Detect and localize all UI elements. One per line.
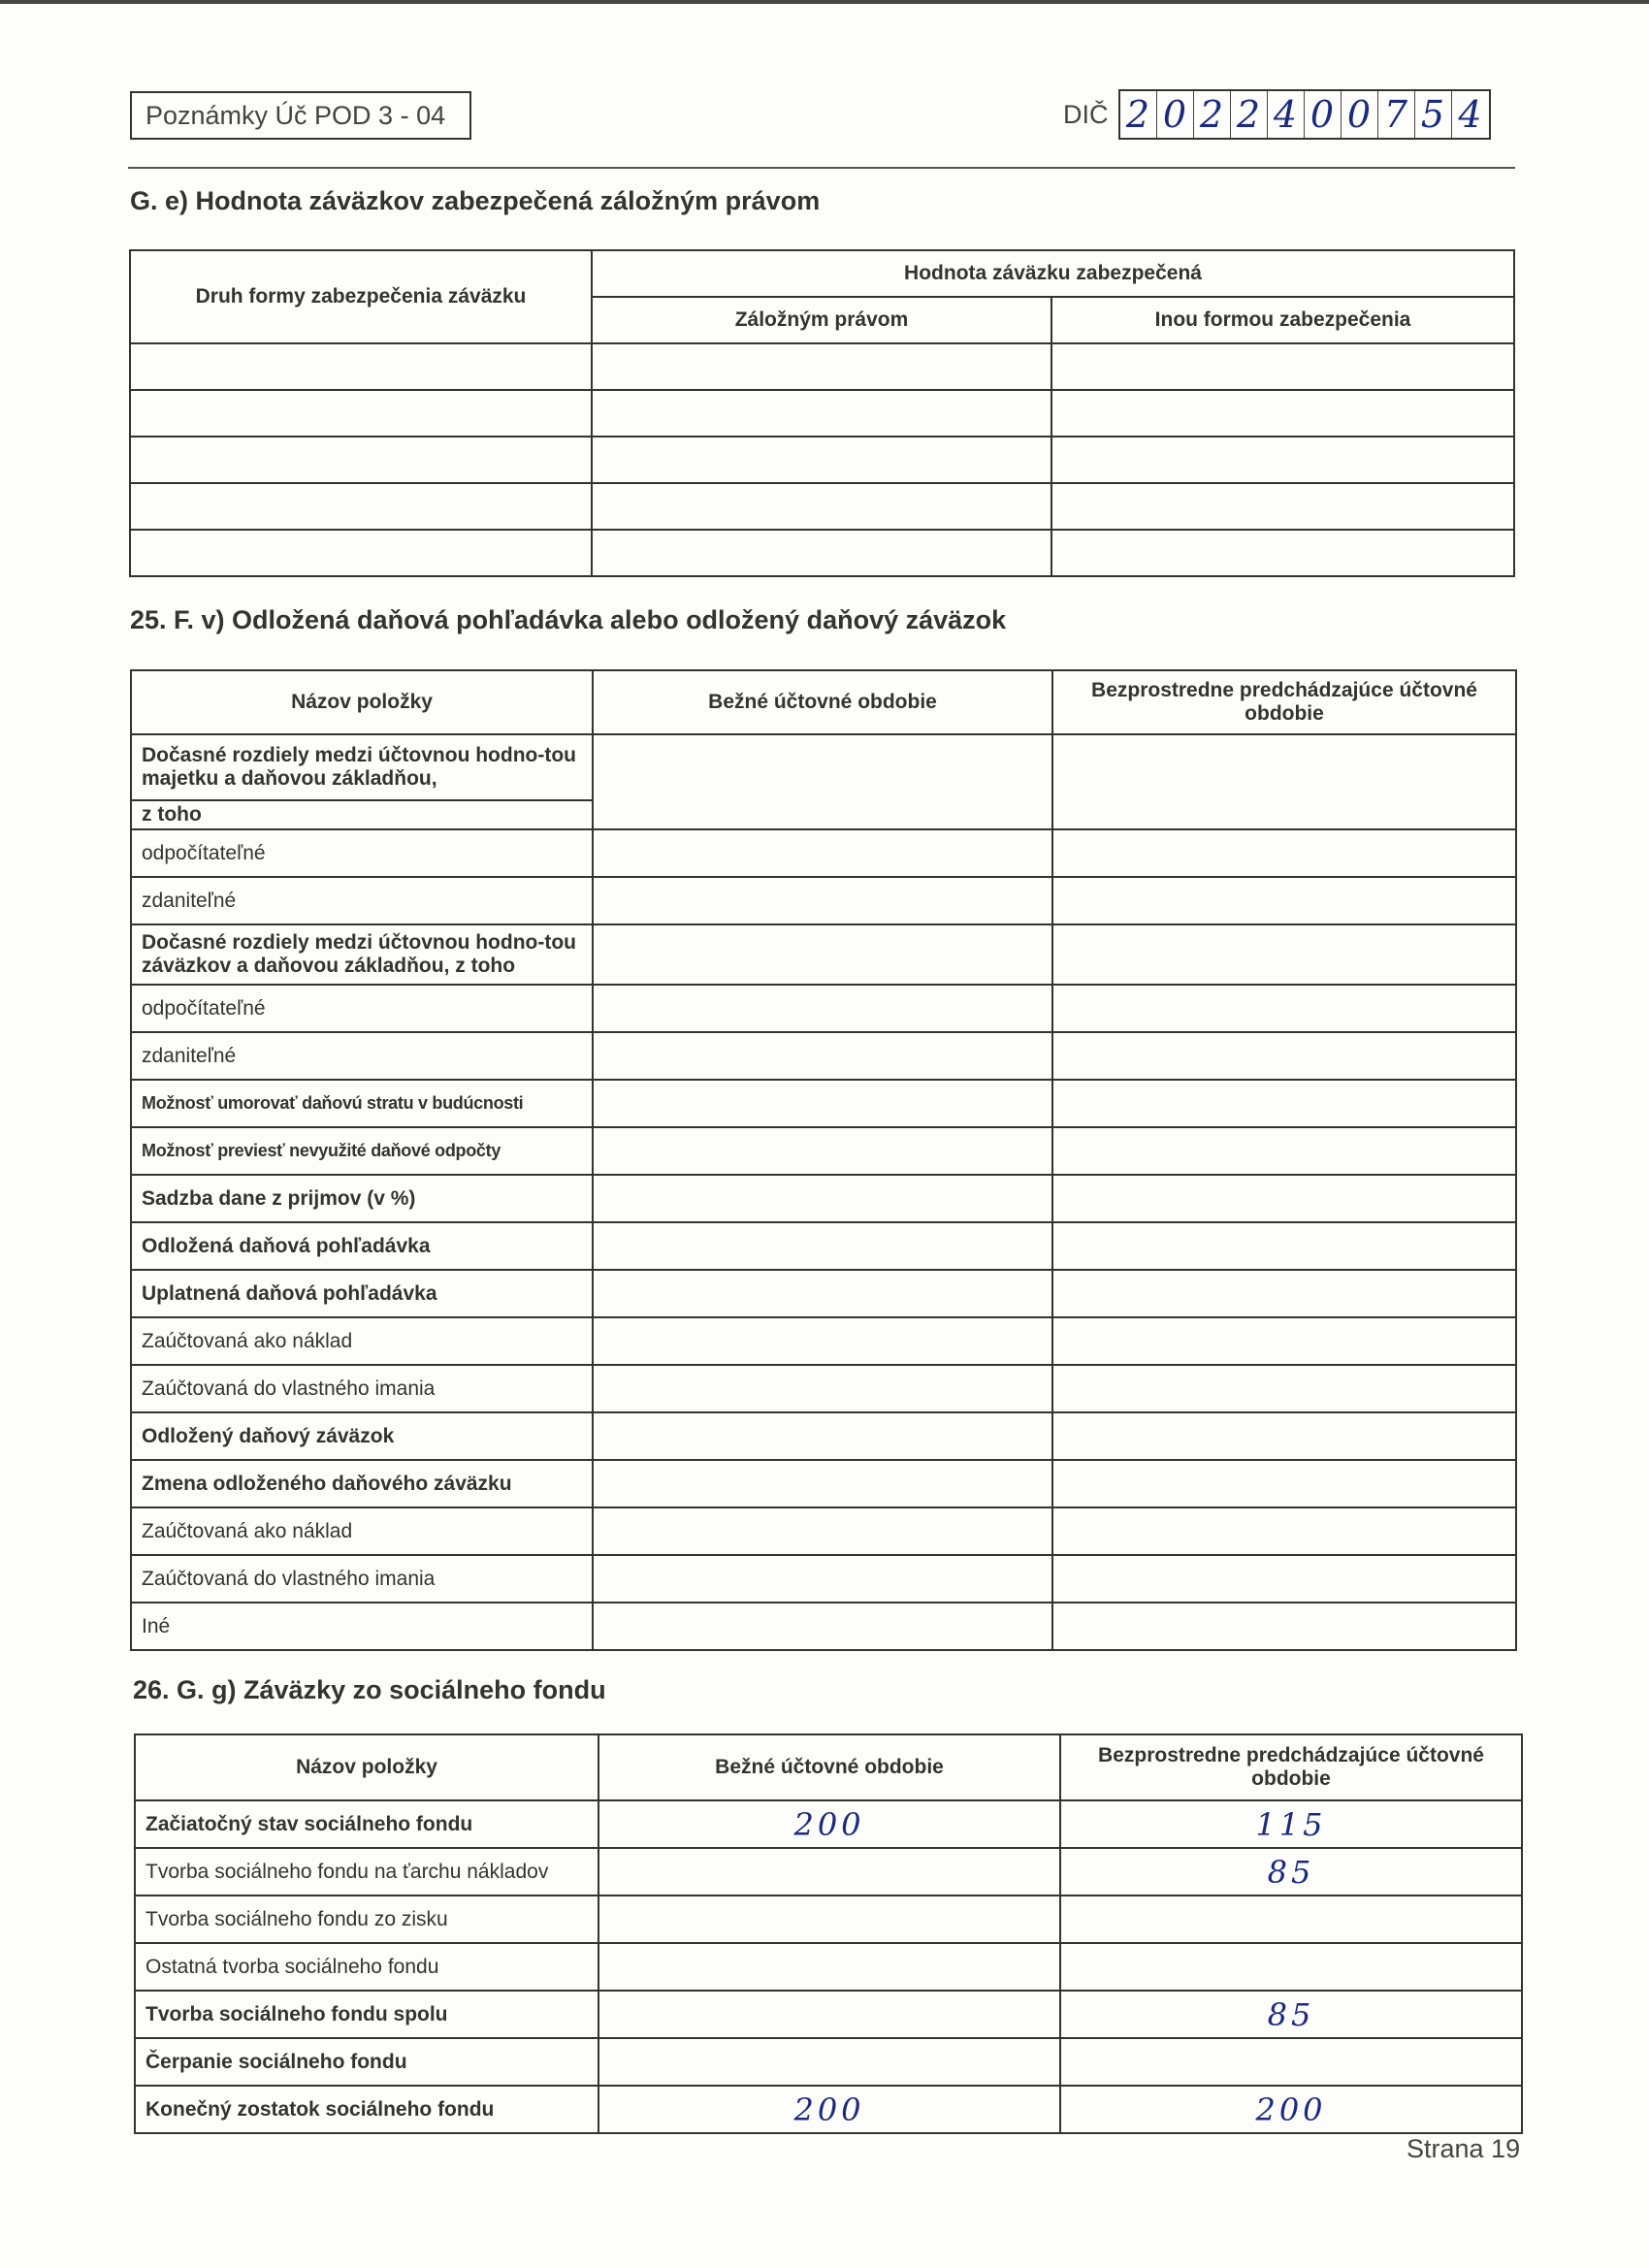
current-value: 200 bbox=[598, 2086, 1060, 2133]
current-value bbox=[598, 1991, 1060, 2038]
table-row bbox=[131, 1365, 1516, 1412]
table-row bbox=[131, 1032, 1516, 1080]
value-cell bbox=[593, 1603, 1052, 1650]
previous-value bbox=[1060, 1943, 1522, 1991]
value-cell bbox=[1052, 1507, 1516, 1555]
value-cell bbox=[593, 877, 1052, 924]
table-row bbox=[131, 1270, 1516, 1317]
dic-label: DIČ bbox=[1063, 99, 1109, 129]
col-item-name: Názov položky bbox=[131, 670, 593, 734]
value-cell bbox=[1052, 1127, 1516, 1175]
dic-digit: 4 bbox=[1268, 91, 1305, 138]
row-label: Uplatnená daňová pohľadávka bbox=[131, 1270, 593, 1317]
col-other-security: Inou formou zabezpečenia bbox=[1051, 297, 1514, 343]
table-row bbox=[130, 483, 1514, 530]
top-edge-line bbox=[0, 0, 1649, 4]
row-label: Sadzba dane z prijmov (v %) bbox=[131, 1175, 593, 1222]
current-value bbox=[598, 2038, 1060, 2086]
deferred-tax-table bbox=[130, 669, 1517, 1651]
table-row bbox=[131, 734, 1516, 800]
form-label-box bbox=[130, 91, 471, 140]
row-label: odpočítateľné bbox=[131, 985, 593, 1032]
previous-value: 200 bbox=[1060, 2086, 1522, 2133]
row-label: zdaniteľné bbox=[131, 1032, 593, 1080]
value-cell bbox=[1052, 1032, 1516, 1080]
row-label: Odložená daňová pohľadávka bbox=[131, 1222, 593, 1270]
dic-digit: 7 bbox=[1378, 91, 1415, 138]
previous-value: 115 bbox=[1060, 1800, 1522, 1848]
value-cell bbox=[593, 734, 1052, 829]
empty-cell bbox=[130, 483, 592, 530]
table-row bbox=[131, 1175, 1516, 1222]
table-row bbox=[135, 1943, 1522, 1991]
row-label: Konečný zostatok sociálneho fondu bbox=[135, 2086, 598, 2133]
value-cell bbox=[1052, 1080, 1516, 1127]
empty-cell bbox=[130, 343, 592, 390]
table-row bbox=[130, 530, 1514, 576]
table-row bbox=[131, 877, 1516, 924]
previous-value bbox=[1060, 1895, 1522, 1943]
value-cell bbox=[1052, 829, 1516, 877]
row-label: Dočasné rozdiely medzi účtovnou hodno-tou záväzkov a daňovou základňou, z toho bbox=[131, 924, 593, 985]
dic-digit: 0 bbox=[1305, 91, 1342, 138]
value-cell bbox=[1052, 1317, 1516, 1365]
current-value bbox=[598, 1943, 1060, 1991]
row-label: Dočasné rozdiely medzi účtovnou hodno-tou majetku a daňovou základňou, bbox=[131, 734, 593, 800]
row-label: Zaúčtovaná do vlastného imania bbox=[131, 1555, 593, 1603]
col-lien: Záložným právom bbox=[592, 297, 1051, 343]
col-security-type: Druh formy zabezpečenia záväzku bbox=[130, 250, 592, 343]
value-cell bbox=[593, 1317, 1052, 1365]
previous-value: 85 bbox=[1060, 1848, 1522, 1895]
dic-digit: 2 bbox=[1194, 91, 1231, 138]
value-cell bbox=[1052, 1412, 1516, 1460]
table-row bbox=[131, 1460, 1516, 1507]
empty-cell bbox=[592, 483, 1051, 530]
value-cell bbox=[593, 1365, 1052, 1412]
value-cell bbox=[1052, 1175, 1516, 1222]
empty-cell bbox=[130, 530, 592, 576]
dic-digit: 2 bbox=[1120, 91, 1157, 138]
value-cell bbox=[593, 985, 1052, 1032]
value-cell bbox=[593, 1270, 1052, 1317]
row-label: odpočítateľné bbox=[131, 829, 593, 877]
table-row bbox=[135, 1800, 1522, 1848]
empty-cell bbox=[1051, 343, 1514, 390]
table-row bbox=[131, 1507, 1516, 1555]
value-cell bbox=[1052, 1270, 1516, 1317]
row-label: Tvorba sociálneho fondu spolu bbox=[135, 1991, 598, 2038]
row-label: Tvorba sociálneho fondu zo zisku bbox=[135, 1895, 598, 1943]
row-label: z toho bbox=[131, 800, 593, 829]
value-cell bbox=[1052, 924, 1516, 985]
value-cell bbox=[1052, 1222, 1516, 1270]
dic-field bbox=[1063, 89, 1491, 140]
table-row bbox=[135, 1848, 1522, 1895]
dic-digit: 4 bbox=[1458, 93, 1482, 136]
dic-digit: 0 bbox=[1157, 91, 1194, 138]
empty-cell bbox=[1051, 390, 1514, 437]
table-row bbox=[131, 829, 1516, 877]
table-row bbox=[131, 924, 1516, 985]
row-label: Zmena odloženého daňového záväzku bbox=[131, 1460, 593, 1507]
empty-cell bbox=[592, 437, 1051, 483]
header-rule bbox=[128, 167, 1515, 169]
table-row bbox=[135, 1895, 1522, 1943]
value-cell bbox=[593, 924, 1052, 985]
section-ge-title: G. e) Hodnota záväzkov zabezpečená záložným právom bbox=[130, 186, 821, 215]
value-cell bbox=[593, 1032, 1052, 1080]
empty-cell bbox=[130, 390, 592, 437]
form-label: Poznámky Úč POD 3 - 04 bbox=[146, 100, 446, 130]
row-label: Začiatočný stav sociálneho fondu bbox=[135, 1800, 598, 1848]
row-label: Zaúčtovaná ako náklad bbox=[131, 1507, 593, 1555]
table-row bbox=[131, 1603, 1516, 1650]
current-value bbox=[598, 1895, 1060, 1943]
value-cell bbox=[1052, 877, 1516, 924]
value-cell bbox=[593, 1127, 1052, 1175]
table-row bbox=[130, 343, 1514, 390]
empty-cell bbox=[592, 343, 1051, 390]
row-label: Tvorba sociálneho fondu na ťarchu nákladov bbox=[135, 1848, 598, 1895]
value-cell bbox=[593, 1507, 1052, 1555]
row-label: Možnosť umorovať daňovú stratu v budúcnosti bbox=[131, 1080, 593, 1127]
dic-digit: 5 bbox=[1415, 91, 1452, 138]
table-row bbox=[135, 2086, 1522, 2133]
row-label: Čerpanie sociálneho fondu bbox=[135, 2038, 598, 2086]
col-current-period: Bežné účtovné obdobie bbox=[598, 1734, 1060, 1800]
row-label: Ostatná tvorba sociálneho fondu bbox=[135, 1943, 598, 1991]
section-26-title: 26. G. g) Záväzky zo sociálneho fondu bbox=[133, 1675, 606, 1704]
value-cell bbox=[593, 1080, 1052, 1127]
col-previous-period: Bezprostredne predchádzajúce účtovné obdobie bbox=[1060, 1734, 1522, 1800]
current-value bbox=[598, 1848, 1060, 1895]
dic-digit: 0 bbox=[1342, 91, 1378, 138]
secured-liabilities-table bbox=[129, 249, 1515, 577]
value-cell bbox=[1052, 1365, 1516, 1412]
value-cell bbox=[593, 829, 1052, 877]
table-row bbox=[131, 985, 1516, 1032]
table-row bbox=[131, 1127, 1516, 1175]
value-cell bbox=[593, 1460, 1052, 1507]
empty-cell bbox=[1051, 530, 1514, 576]
table-row bbox=[135, 1991, 1522, 2038]
current-value: 200 bbox=[598, 1800, 1060, 1848]
page-number: Strana 19 bbox=[1406, 2134, 1521, 2163]
col-previous-period: Bezprostredne predchádzajúce účtovné obdobie bbox=[1052, 670, 1516, 734]
value-cell bbox=[593, 1175, 1052, 1222]
table-row bbox=[131, 1412, 1516, 1460]
empty-cell bbox=[1051, 483, 1514, 530]
previous-value: 85 bbox=[1060, 1991, 1522, 2038]
value-cell bbox=[1052, 1555, 1516, 1603]
empty-cell bbox=[130, 437, 592, 483]
value-cell bbox=[1052, 1460, 1516, 1507]
row-label: Zaúčtovaná ako náklad bbox=[131, 1317, 593, 1365]
social-fund-table bbox=[134, 1733, 1523, 2134]
value-cell bbox=[1052, 1603, 1516, 1650]
row-label: Možnosť previesť nevyužité daňové odpočty bbox=[131, 1127, 593, 1175]
col-current-period: Bežné účtovné obdobie bbox=[593, 670, 1052, 734]
table-row bbox=[131, 1080, 1516, 1127]
value-cell bbox=[593, 1222, 1052, 1270]
value-cell bbox=[1052, 985, 1516, 1032]
table-row bbox=[131, 1222, 1516, 1270]
table-row bbox=[130, 390, 1514, 437]
dic-digit: 2 bbox=[1231, 91, 1268, 138]
value-cell bbox=[593, 1412, 1052, 1460]
empty-cell bbox=[1051, 437, 1514, 483]
section-25-title: 25. F. v) Odložená daňová pohľadávka alebo odložený daňový záväzok bbox=[130, 605, 1007, 634]
table-row bbox=[135, 2038, 1522, 2086]
value-cell bbox=[593, 1555, 1052, 1603]
empty-cell bbox=[592, 390, 1051, 437]
col-secured-value: Hodnota záväzku zabezpečená bbox=[592, 250, 1514, 297]
value-cell bbox=[1052, 734, 1516, 829]
row-label: zdaniteľné bbox=[131, 877, 593, 924]
previous-value bbox=[1060, 2038, 1522, 2086]
dic-boxes bbox=[1118, 89, 1491, 140]
table-row bbox=[131, 1317, 1516, 1365]
row-label: Odložený daňový záväzok bbox=[131, 1412, 593, 1460]
row-label: Zaúčtovaná do vlastného imania bbox=[131, 1365, 593, 1412]
empty-cell bbox=[592, 530, 1051, 576]
row-label: Iné bbox=[131, 1603, 593, 1650]
table-row bbox=[130, 437, 1514, 483]
table-row bbox=[131, 1555, 1516, 1603]
col-item-name: Názov položky bbox=[135, 1734, 598, 1800]
